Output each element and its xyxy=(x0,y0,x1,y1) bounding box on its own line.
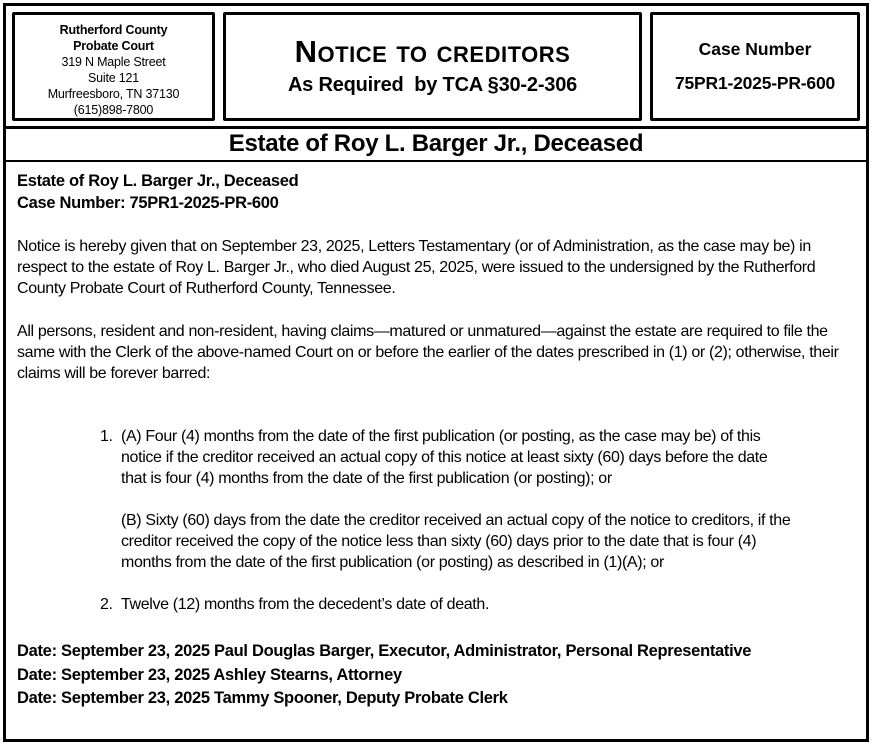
document-header xyxy=(6,6,866,126)
case-number-value: 75PR1-2025-PR-600 xyxy=(674,73,836,93)
list-item-2 xyxy=(100,594,855,615)
notice-title-box xyxy=(223,12,642,121)
case-number-box xyxy=(650,12,860,121)
list-marker-1: 1. xyxy=(100,428,113,445)
estate-title-bar: Estate of Roy L. Barger Jr., Deceased xyxy=(6,126,866,162)
list-marker-blank xyxy=(100,510,121,573)
list-item-1b-text: (B) Sixty (60) days from the date the creditor received an actual copy of the notice to creditors, if the creditor received the copy of the notice less than sixty (60) days prior to the date that is four (4) months from the date of the first publication (or posting) as described in (1)(A); or xyxy=(121,512,791,571)
case-line: Case Number: 75PR1-2025-PR-600 xyxy=(17,194,279,212)
list-item-1b xyxy=(100,510,855,573)
signature-block xyxy=(17,640,855,711)
claims-paragraph: All persons, resident and non-resident, having claims—matured or unmatured—against the estate are required to file the same with the Clerk of the above-named Court on or before the earlier of the dates prescribed in (1) or (2); otherwise, their claims will be forever barred: xyxy=(17,323,839,382)
case-number-label: Case Number xyxy=(698,39,812,59)
court-address-line2: Suite 121 xyxy=(87,71,140,85)
signature-line-clerk: Date: September 23, 2025 Tammy Spooner, Deputy Probate Clerk xyxy=(17,689,508,707)
list-item-2-text: Twelve (12) months from the decedent’s date of death. xyxy=(121,596,490,613)
list-item-1a xyxy=(100,426,855,489)
court-phone: (615)898-7800 xyxy=(73,103,154,117)
estate-line: Estate of Roy L. Barger Jr., Deceased xyxy=(17,172,299,190)
notice-subtitle: As Required by TCA §30-2-306 xyxy=(287,74,578,97)
signature-line-executor: Date: September 23, 2025 Paul Douglas Barger, Executor, Administrator, Personal Representative xyxy=(17,642,752,660)
list-marker-2: 2. xyxy=(100,596,113,613)
signature-line-attorney: Date: September 23, 2025 Ashley Stearns, Attorney xyxy=(17,665,402,684)
court-name-line2: Probate Court xyxy=(73,39,154,53)
court-name-line1: Rutherford County xyxy=(59,23,168,37)
notice-paragraph: Notice is hereby given that on September 23, 2025, Letters Testamentary (or of Administration, as the case may be) in respect to the estate of Roy L. Barger Jr., who died August 25, 2025, were issued to the undersigned by the Rutherford County Probate Court of Rutherford County, Tennessee. xyxy=(17,238,816,297)
deadline-list xyxy=(17,426,855,615)
court-address-line1: 319 N Maple Street xyxy=(61,55,166,69)
notice-title: Notice to creditors xyxy=(294,33,571,69)
court-address-box xyxy=(12,12,215,121)
list-item-1a-text: (A) Four (4) months from the date of the first publication (or posting, as the case may be) of this notice if the creditor received an actual copy of this notice at least sixty (60) days before the date that is four (4) months from the date of the first publication (or posting); or xyxy=(121,428,768,487)
document-body xyxy=(6,162,866,711)
notice-to-creditors-document xyxy=(3,3,869,742)
court-address-line3: Murfreesboro, TN 37130 xyxy=(47,87,180,101)
